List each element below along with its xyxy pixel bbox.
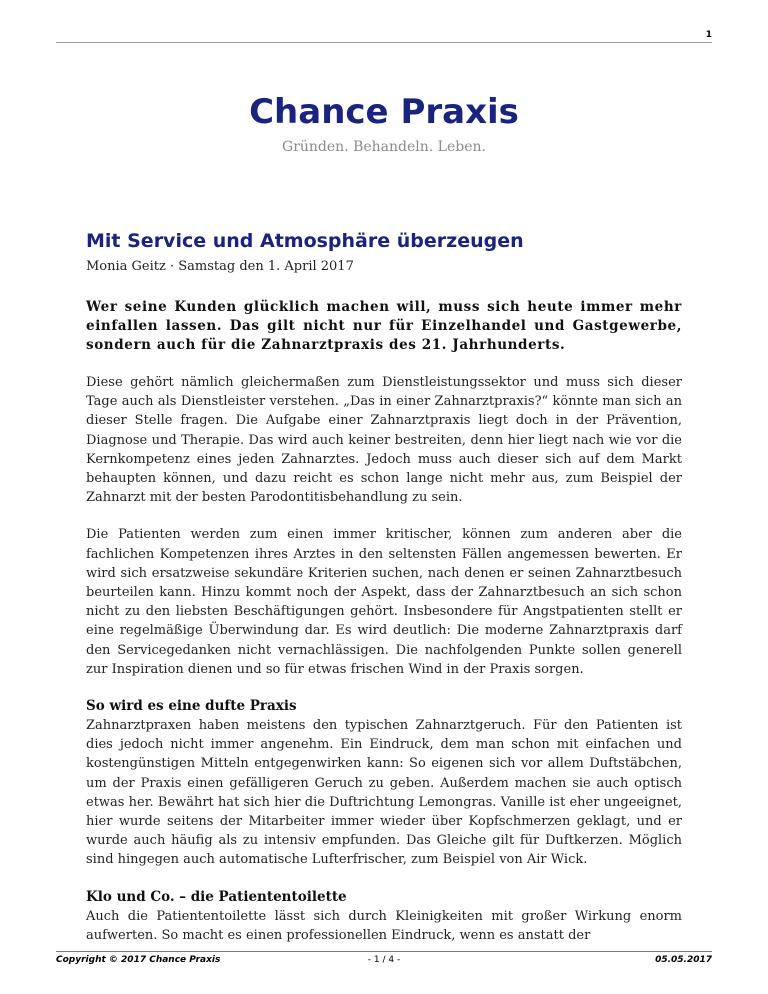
article-section <box>86 888 682 945</box>
section-body: Auch die Patiententoilette lässt sich durch Kleinigkeiten mit großer Wirkung enorm aufwerten. So macht es einen professionellen Eindruck, wenn es anstatt der <box>86 908 682 943</box>
footer-date: 05.05.2017 <box>655 955 712 965</box>
footer-divider <box>56 951 712 952</box>
section-heading: Klo und Co. – die Patiententoilette <box>86 888 347 905</box>
section-body: Zahnarztpraxen haben meistens den typischen Zahnarztgeruch. Für den Patienten ist dies jedoch nicht immer angenehm. Ein Eindruck, dem man schon mit einfachen und kostengünstigen Mitteln entgegenwirken kann: So eigenen sich vor allem Duftstäbchen, um der Praxis einen gefälligeren Geruch zu geben. Außerdem machen sie auch optisch etwas her. Bewährt hat sich hier die Duftrichtung Lemongras. Vanille ist eher ungeeignet, hier wurde seitens der Mitarbeiter immer wieder über Kopfschmerzen geklagt, und er wurde auch häufig als zu intensiv empfunden. Das Gleiche gilt für Duftkerzen. Möglich sind hingegen auch automatische Lufterfrischer, zum Beispiel von Air Wick. <box>86 718 682 868</box>
article-section <box>86 697 682 870</box>
article-lead: Wer seine Kunden glücklich machen will, muss sich heute immer mehr einfallen lassen. Das gilt nicht nur für Einzelhandel und Gastgewerbe, sondern auch für die Zahnarztpraxis des 21. Jahrhunderts. <box>86 299 682 353</box>
footer-copyright: Copyright © 2017 Chance Praxis <box>56 955 221 965</box>
article-paragraph: Diese gehört nämlich gleichermaßen zum Dienstleistungssektor und muss sich dieser Tage auch als Dienstleister verstehen. „Das in einer Zahnarztpraxis?“ könnte man sich an dieser Stelle fragen. Die Aufgabe einer Zahnarztpraxis liegt doch in der Prävention, Diagnose und Therapie. Das wird auch keiner bestreiten, denn hier liegt nach wie vor die Kernkompetenz eines jeden Zahnarztes. Jedoch muss auch dieser sich auf dem Markt behaupten können, und dazu reicht es schon lange nicht mehr aus, zum Beispiel der Zahnarzt mit der besten Parodontitisbehandlung zu sein. <box>86 375 682 506</box>
site-title: Chance Praxis <box>249 92 519 132</box>
site-tagline: Gründen. Behandeln. Leben. <box>282 139 486 155</box>
header-divider <box>56 42 712 43</box>
article-byline: Monia Geitz · Samstag den 1. April 2017 <box>86 259 354 274</box>
page-footer <box>56 955 712 969</box>
section-heading: So wird es eine dufte Praxis <box>86 698 297 715</box>
article-paragraph: Die Patienten werden zum einen immer kritischer, können zum anderen aber die fachlichen Kompetenzen ihres Arztes in den seltensten Fällen angemessen bewerten. Er wird sich ersatzweise sekundäre Kriterien suchen, nach denen er seinen Zahnarztbesuch beurteilen kann. Hinzu kommt noch der Aspekt, dass der Zahnarztbesuch an sich schon nicht zu den liebsten Beschäftigungen gehört. Insbesondere für Angstpatienten stellt er eine regelmäßige Überwindung dar. Es wird deutlich: Die moderne Zahnarztpraxis darf den Servicegedanken nicht vernachlässigen. Die nachfolgenden Punkte sollen generell zur Inspiration dienen und so für etwas frischen Wind in der Praxis sorgen. <box>86 527 682 677</box>
page-number: 1 <box>705 30 712 40</box>
article-title: Mit Service und Atmosphäre überzeugen <box>86 230 524 252</box>
article <box>86 228 682 945</box>
footer-page-count: - 1 / 4 - <box>367 955 401 965</box>
